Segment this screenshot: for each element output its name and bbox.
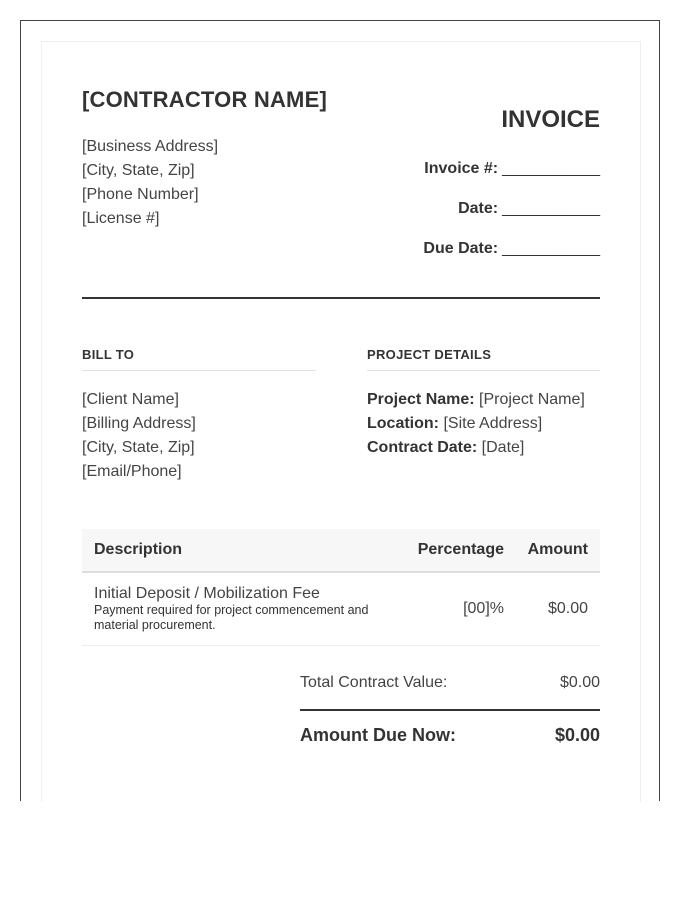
line-items-header [82,529,600,573]
description-column-header: Description [94,541,183,558]
project-name-value: [Project Name] [474,391,585,408]
project-details-divider [367,370,600,371]
client-email-phone: [Email/Phone] [82,463,182,480]
invoice-due-date-blank: ___________ [502,240,600,257]
invoice-date-label: Date: [458,200,499,217]
invoice-number-row [424,160,600,178]
percentage-column-header: Percentage [417,541,504,558]
project-location-row [367,412,585,436]
invoice-due-date-label: Due Date: [423,240,499,257]
billing-address: [Billing Address] [82,415,196,432]
total-contract-value-label: Total Contract Value: [300,674,448,691]
amount-due-value: $0.00 [554,725,600,745]
contract-date-label: Contract Date: [367,439,478,456]
table-row [82,573,600,646]
project-location-value: [Site Address] [439,415,543,432]
total-contract-value: $0.00 [559,674,600,691]
contractor-name: [CONTRACTOR NAME] [82,87,327,112]
contractor-address: [Business Address] [82,138,219,155]
bill-to-heading: BILL TO [82,347,135,362]
invoice-date-row [458,200,600,218]
project-details [367,388,585,460]
billing-city-state-zip: [City, State, Zip] [82,439,195,456]
contract-date-row [367,436,585,460]
contractor-license: [License #] [82,210,160,227]
project-name-label: Project Name: [367,391,475,408]
project-name-row [367,388,585,412]
bill-to-divider [82,370,316,371]
header-divider [82,297,600,299]
line-item-amount: $0.00 [547,600,588,617]
invoice-number-blank: ___________ [502,160,600,177]
amount-due-label: Amount Due Now: [300,725,456,745]
totals-divider [300,709,600,711]
client-name: [Client Name] [82,391,179,408]
line-item-percentage: [00]% [463,600,504,617]
bill-to-details [82,388,196,484]
line-item-description: Payment required for project commencement and material procurement. [94,603,369,632]
contractor-phone: [Phone Number] [82,186,199,203]
project-details-heading: PROJECT DETAILS [367,347,492,362]
invoice-title: INVOICE [501,106,600,133]
contractor-details [82,135,218,231]
invoice-number-label: Invoice #: [424,160,499,177]
invoice-date-blank: ___________ [502,200,600,217]
contractor-city-state-zip: [City, State, Zip] [82,162,195,179]
line-item-title: Initial Deposit / Mobilization Fee [94,585,320,602]
amount-column-header: Amount [527,541,588,558]
invoice-due-date-row [423,240,600,258]
contract-date-value: [Date] [477,439,525,456]
project-location-label: Location: [367,415,439,432]
